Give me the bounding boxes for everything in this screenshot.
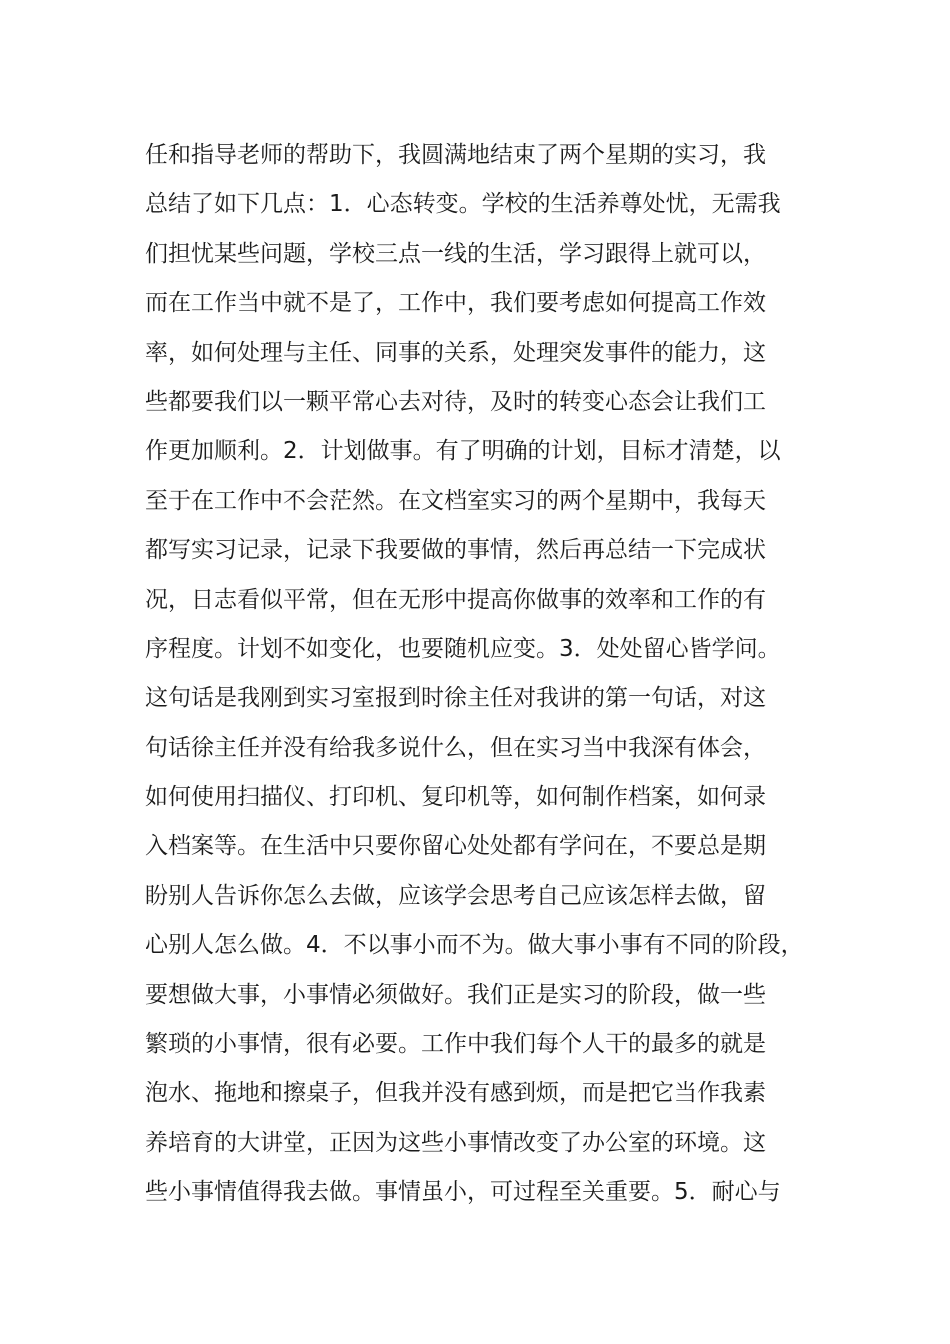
text-line-14: 如何使用扫描仪、打印机、复印机等，如何制作档案，如何录	[145, 784, 766, 811]
text-line-7: 作更加顺利。2．计划做事。有了明确的计划，目标才清楚，以	[145, 438, 781, 465]
text-line-18: 要想做大事，小事情必须做好。我们正是实习的阶段，做一些	[145, 981, 766, 1008]
text-line-1: 任和指导老师的帮助下，我圆满地结束了两个星期的实习，我	[145, 142, 766, 168]
text-line-22: 些小事情值得我去做。事情虽小，可过程至关重要。5．耐心与	[145, 1179, 781, 1206]
text-line-9: 都写实习记录，记录下我要做的事情，然后再总结一下完成状	[145, 537, 766, 564]
text-line-8: 至于在工作中不会茫然。在文档室实习的两个星期中，我每天	[145, 487, 766, 514]
text-line-2: 总结了如下几点：1．心态转变。学校的生活养尊处忧，无需我	[145, 191, 781, 218]
body-text	[145, 131, 835, 1218]
text-line-16: 盼别人告诉你怎么去做，应该学会思考自己应该怎样去做，留	[145, 882, 766, 909]
text-line-11: 序程度。计划不如变化，也要随机应变。3．处处留心皆学问。	[145, 635, 781, 662]
text-line-19: 繁琐的小事情，很有必要。工作中我们每个人干的最多的就是	[145, 1031, 766, 1058]
text-line-4: 而在工作当中就不是了，工作中，我们要考虑如何提高工作效	[145, 290, 766, 317]
text-line-15: 入档案等。在生活中只要你留心处处都有学问在，不要总是期	[145, 833, 766, 860]
text-line-20: 泡水、拖地和擦桌子，但我并没有感到烦，而是把它当作我素	[145, 1080, 766, 1107]
text-line-6: 些都要我们以一颗平常心去对待，及时的转变心态会让我们工	[145, 388, 766, 415]
text-line-17: 心别人怎么做。4．不以事小而不为。做大事小事有不同的阶段，	[145, 932, 804, 959]
text-line-10: 况，日志看似平常，但在无形中提高你做事的效率和工作的有	[145, 586, 766, 613]
text-line-21: 养培育的大讲堂，正因为这些小事情改变了办公室的环境。这	[145, 1129, 766, 1156]
text-line-3: 们担忧某些问题，学校三点一线的生活，学习跟得上就可以，	[145, 240, 766, 267]
text-line-13: 句话徐主任并没有给我多说什么，但在实习当中我深有体会，	[145, 734, 766, 761]
text-line-12: 这句话是我刚到实习室报到时徐主任对我讲的第一句话，对这	[145, 685, 766, 712]
text-line-5: 率，如何处理与主任、同事的关系，处理突发事件的能力，这	[145, 339, 766, 366]
